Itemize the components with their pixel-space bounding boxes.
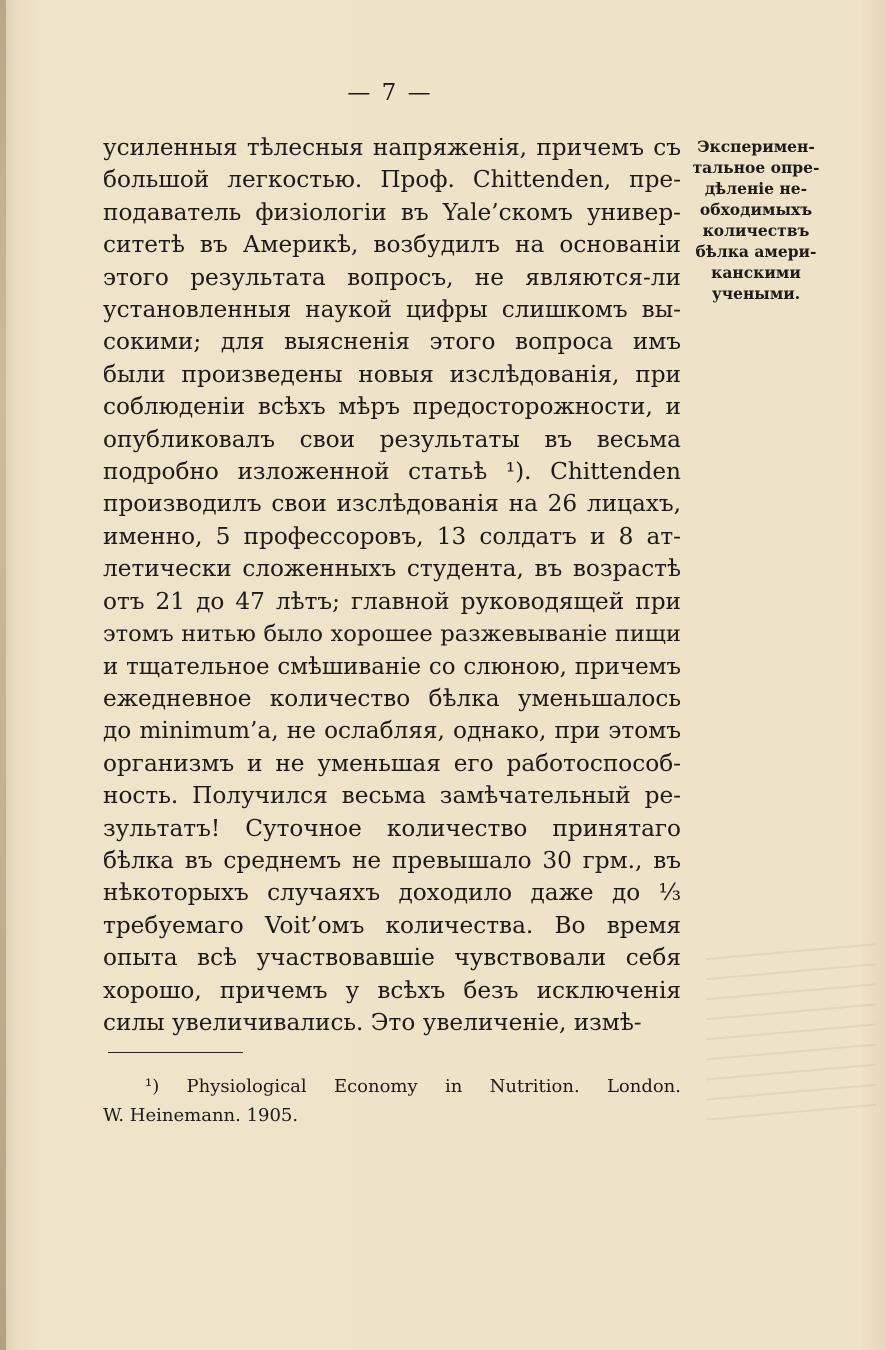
text-line: этомъ нитью было хорошее разжевываніе пищи [103, 621, 681, 648]
main-text-block [103, 132, 681, 1039]
margin-note-line: учеными. [711, 284, 801, 303]
margin-note-line: обходимыхъ [699, 200, 813, 219]
text-line: и тщательное смѣшиваніе со слюною, причемъ [103, 653, 681, 680]
text-line: установленныя наукой цифры слишкомъ вы- [103, 296, 681, 324]
bleed-through-texture [706, 940, 876, 1120]
text-line: нѣкоторыхъ случаяхъ доходило даже до ¹⁄₃ [103, 879, 681, 907]
text-line: опубликовалъ свои результаты въ весьма [103, 425, 681, 453]
margin-note-line: бѣлка амери- [695, 242, 817, 261]
text-line: усиленныя тѣлесныя напряженія, причемъ съ [103, 134, 681, 161]
text-line: организмъ и не уменьшая его работоспособ- [103, 749, 681, 777]
text-line: до minimum’a, не ослабляя, однако, при этомъ [103, 717, 681, 745]
footnote-line: ¹) Physiological Economy in Nutrition. London. [145, 1076, 681, 1097]
margin-note-line: количествъ [702, 221, 810, 240]
page-binding-edge [0, 0, 6, 1350]
margin-note-line: тальное опре- [692, 158, 820, 177]
footnote [103, 1072, 681, 1130]
text-line: подробно изложенной статьѣ ¹). Chittenden [103, 458, 681, 486]
text-line: сокими; для выясненія этого вопроса имъ [103, 328, 681, 356]
margin-note-line: Эксперимен- [697, 137, 815, 156]
text-line: производилъ свои изслѣдованія на 26 лицахъ, [103, 490, 681, 518]
page-number: — 7 — [347, 80, 433, 106]
text-line: были произведены новыя изслѣдованія, при [103, 360, 681, 388]
text-line: летически сложенныхъ студента, въ возрастѣ [103, 555, 681, 583]
text-line: ежедневное количество бѣлка уменьшалось [103, 684, 681, 712]
text-line: именно, 5 профессоровъ, 13 солдатъ и 8 ат- [103, 522, 681, 550]
text-line: требуемаго Voit’омъ количества. Во время [103, 911, 681, 939]
text-line: зультатъ! Суточное количество принятаго [103, 814, 681, 842]
text-line: силы увеличивались. Это увеличеніе, измѣ- [103, 1008, 642, 1036]
text-line: опыта всѣ участвовавшіе чувствовали себя [103, 944, 681, 972]
margin-note-line: дѣленіе не- [704, 179, 808, 198]
text-line: соблюденіи всѣхъ мѣръ предосторожности, и [103, 393, 681, 421]
text-line: бѣлка въ среднемъ не превышало 30 грм., въ [103, 846, 681, 874]
text-line: ность. Получился весьма замѣчательный ре- [103, 782, 681, 810]
footnote-separator [108, 1052, 243, 1053]
text-line: ситетѣ въ Америкѣ, возбудилъ на основаніи [103, 231, 681, 259]
text-line: отъ 21 до 47 лѣтъ; главной руководящей при [103, 587, 681, 615]
margin-note-line: канскими [711, 263, 801, 282]
margin-note [686, 136, 826, 304]
text-line: хорошо, причемъ у всѣхъ безъ исключенія [103, 976, 681, 1004]
footnote-line: W. Heinemann. 1905. [103, 1105, 299, 1126]
text-line: подаватель физіологіи въ Yale’скомъ универ- [103, 198, 681, 226]
text-line: этого результата вопросъ, не являются-ли [103, 263, 681, 291]
text-line: большой легкостью. Проф. Chittenden, пре- [103, 166, 681, 194]
